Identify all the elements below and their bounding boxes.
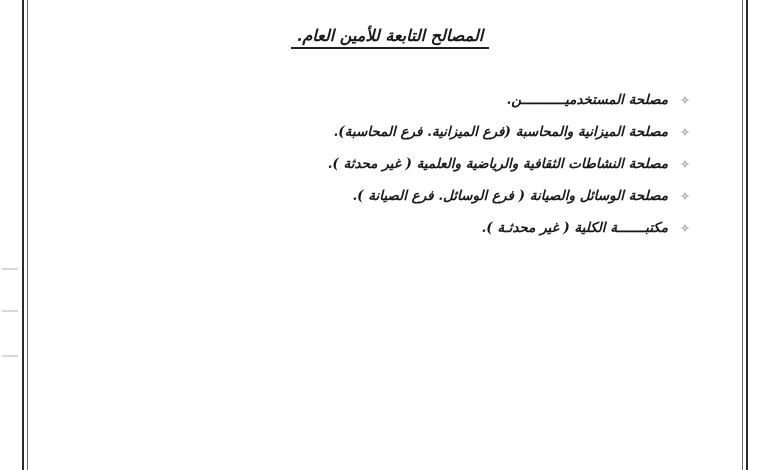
list-item-text: مصلحة المستخدميـــــــــــن. — [506, 92, 668, 108]
list-item — [232, 84, 692, 116]
diamond-bullet-icon: ✧ — [680, 125, 690, 139]
list-item — [232, 148, 692, 180]
diamond-bullet-icon: ✧ — [680, 157, 690, 171]
list-item — [232, 116, 692, 148]
diamond-bullet-icon: ✧ — [680, 189, 690, 203]
scan-mark — [2, 355, 18, 357]
section-heading-text: المصالح التابعة للأمين العام. — [291, 26, 489, 49]
diamond-bullet-icon: ✧ — [680, 221, 690, 235]
list-item-text: مكتبـــــــة الكلية ( غير محدثـة ). — [481, 220, 668, 236]
scan-mark — [2, 268, 18, 270]
services-list — [232, 84, 692, 244]
list-item-text: مصلحة الوسائل والصيانة ( فرع الوسائل. فرع الصيانة ). — [352, 188, 668, 204]
scan-mark — [2, 310, 18, 312]
list-item-text: مصلحة النشاطات الثقافية والرياضية والعلمية ( غير محدثة ). — [327, 156, 668, 172]
section-heading — [0, 26, 780, 45]
diamond-bullet-icon: ✧ — [680, 93, 690, 107]
list-item — [232, 180, 692, 212]
list-item-text: مصلحة الميزانية والمحاسبة (فرع الميزانية. فرع المحاسبة). — [333, 124, 668, 140]
list-item — [232, 212, 692, 244]
